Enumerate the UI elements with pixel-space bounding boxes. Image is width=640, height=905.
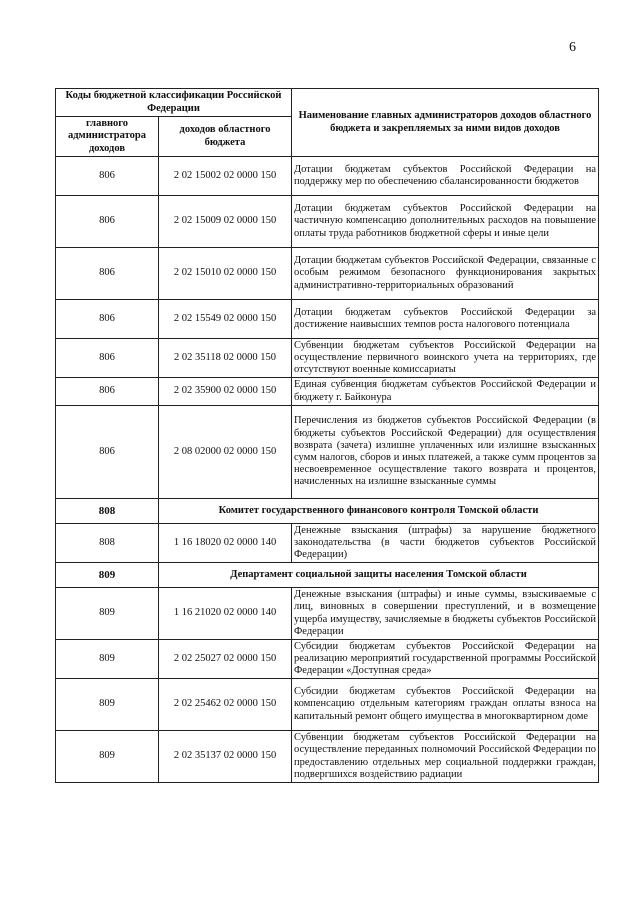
income-code-cell: 2 02 25462 02 0000 150 [159,679,292,731]
admin-code-cell: 808 [56,499,159,524]
table-row [56,339,599,378]
admin-code-cell: 806 [56,196,159,248]
income-description-cell: Дотации бюджетам субъектов Российской Федерации на поддержку мер по обеспечению сбалансированности бюджетов [292,157,599,196]
admin-code-cell: 809 [56,679,159,731]
section-title-cell: Комитет государственного финансового контроля Томской области [159,499,599,524]
income-description-cell: Субвенции бюджетам субъектов Российской Федерации на осуществление первичного воинского учета на территориях, где отсутствуют военные комиссариаты [292,339,599,378]
admin-code-cell: 806 [56,248,159,300]
table-row [56,640,599,679]
income-description-cell: Перечисления из бюджетов субъектов Российской Федерации (в бюджеты субъектов Российской Федерации) для осуществления возврата (зачета) излишне уплаченных или излишне взысканных сумм налогов, сборов и иных платежей, а также сумм процентов за несвоевременное осуществление такого возврата и процентов, начисленных на излишне взысканные суммы [292,406,599,499]
income-code-cell: 2 02 35118 02 0000 150 [159,339,292,378]
section-title-cell: Департамент социальной защиты населения Томской области [159,563,599,588]
income-code-cell: 2 02 15002 02 0000 150 [159,157,292,196]
table-row [56,300,599,339]
admin-code-cell: 806 [56,406,159,499]
admin-code-cell: 809 [56,588,159,640]
income-description-cell: Субсидии бюджетам субъектов Российской Федерации на реализацию мероприятий государственной программы Российской Федерации «Доступная среда» [292,640,599,679]
page-number: 6 [569,40,576,55]
income-description-cell: Дотации бюджетам субъектов Российской Федерации за достижение наивысших темпов роста налогового потенциала [292,300,599,339]
income-code-cell: 2 02 15010 02 0000 150 [159,248,292,300]
name-column-header: Наименование главных администраторов доходов областного бюджета и закрепляемых за ними видов доходов [292,89,599,157]
income-description-cell: Денежные взыскания (штрафы) за нарушение бюджетного законодательства (в части бюджетов субъектов Российской Федерации) [292,524,599,563]
table-row [56,378,599,406]
table-row [56,157,599,196]
admin-code-cell: 809 [56,563,159,588]
table-header [56,89,599,157]
income-code-cell: 1 16 18020 02 0000 140 [159,524,292,563]
section-row [56,499,599,524]
admin-code-cell: 806 [56,378,159,406]
income-description-cell: Субвенции бюджетам субъектов Российской Федерации на осуществление переданных полномочий Российской Федерации по предоставлению отдельных мер социальной поддержки граждан, подвергшихся воздействию радиации [292,731,599,783]
admin-code-cell: 806 [56,157,159,196]
admin-code-cell: 809 [56,731,159,783]
admin-code-cell: 808 [56,524,159,563]
income-code-cell: 2 02 15549 02 0000 150 [159,300,292,339]
table-row [56,731,599,783]
income-code-cell: 1 16 21020 02 0000 140 [159,588,292,640]
income-description-cell: Единая субвенция бюджетам субъектов Российской Федерации и бюджету г. Байконура [292,378,599,406]
income-code-cell: 2 02 35900 02 0000 150 [159,378,292,406]
income-code-cell: 2 02 15009 02 0000 150 [159,196,292,248]
income-description-cell: Субсидии бюджетам субъектов Российской Федерации на компенсацию отдельным категориям граждан оплаты взноса на капитальный ремонт общего имущества в многоквартирном доме [292,679,599,731]
income-code-cell: 2 08 02000 02 0000 150 [159,406,292,499]
table-row [56,588,599,640]
income-code-cell: 2 02 35137 02 0000 150 [159,731,292,783]
table-body [56,157,599,783]
budget-classification-table [55,88,599,783]
income-description-cell: Дотации бюджетам субъектов Российской Федерации на частичную компенсацию дополнительных расходов на повышение оплаты труда работников бюджетной сферы и иные цели [292,196,599,248]
income-column-header: доходов областного бюджета [159,117,292,157]
admin-column-header: главного администратора доходов [56,117,159,157]
table-row [56,406,599,499]
table-row [56,524,599,563]
table-row [56,248,599,300]
table-row [56,679,599,731]
admin-code-cell: 809 [56,640,159,679]
admin-code-cell: 806 [56,300,159,339]
admin-code-cell: 806 [56,339,159,378]
table-row [56,196,599,248]
income-description-cell: Дотации бюджетам субъектов Российской Федерации, связанные с особым режимом безопасного функционирования закрытых административно-территориальных образований [292,248,599,300]
section-row [56,563,599,588]
income-code-cell: 2 02 25027 02 0000 150 [159,640,292,679]
codes-group-header: Коды бюджетной классификации Российской Федерации [56,89,292,117]
income-description-cell: Денежные взыскания (штрафы) и иные суммы, взыскиваемые с лиц, виновных в совершении преступлений, и в возмещение ущерба имуществу, зачисляемые в бюджеты субъектов Российской Федерации [292,588,599,640]
